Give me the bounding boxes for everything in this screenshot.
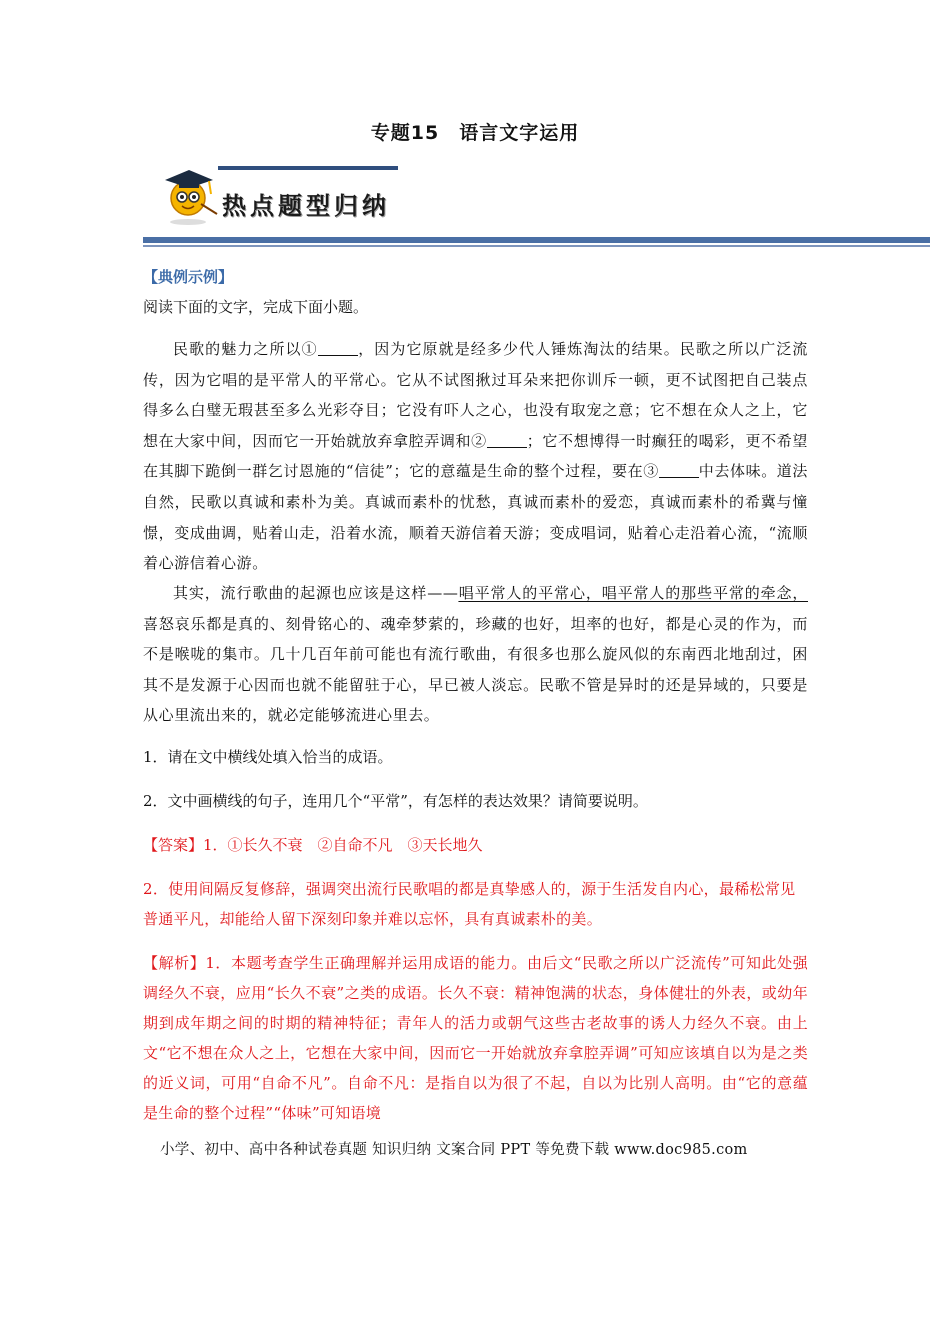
- blank-2-number: ②: [471, 431, 487, 450]
- answer-line-1: [143, 830, 808, 860]
- analysis-text: 1．本题考查学生正确理解并运用成语的能力。由后文“民歌之所以广泛流传”可知此处强调经久不衰，应用“长久不衰”之类的成语。长久不衰：精神饱满的状态，身体健壮的外表，或幼年期到成年期之间的时期的精神特征；青年人的活力或朝气这些古老故事的诱人力经久不衰。由上文“它不想在众人之上，它想在大家中间，因而它一开始就放弃拿腔弄调”可知应该填自以为是之类的近义词，可用“自命不凡”。自命不凡：是指自以为很了不起，自以为比别人高明。由“它的意蕴是生命的整个过程”“体味”可知语境: [143, 954, 808, 1122]
- underlined-sentence: 唱平常人的平常心，唱平常人的那些平常的牵念，: [458, 584, 808, 602]
- page-title: 专题15 语言文字运用: [370, 122, 580, 144]
- answer-label: 【答案】: [143, 836, 204, 854]
- blank-1: [302, 340, 358, 358]
- header-rule-thin: [143, 245, 930, 247]
- example-label: 【典例示例】: [143, 268, 234, 286]
- passage2-text-b: 喜怒哀乐都是真的、刻骨铭心的、魂牵梦萦的，珍藏的也好，坦率的也好，都是心灵的作为，而不是喉咙的集市。几十几百年前可能也有流行歌曲，有很多也那么旋风似的东南西北地刮过，困其不是发源于心因而也就不能留驻于心，早已被人淡忘。民歌不管是异时的还是异域的，只要是从心里流出来的，就必定能够流进心里去。: [143, 614, 808, 725]
- blank-3: [643, 462, 699, 480]
- analysis-label: 【解析】: [143, 954, 206, 972]
- mascot-icon: [155, 162, 221, 228]
- banner-heading: 热点题型归纳: [222, 191, 390, 220]
- header-rule: [143, 237, 930, 243]
- passage1-text-b: ，因为它原就是经多少代人锤炼淘汰的结果。民歌之所以广泛流传，因为它唱的是平常人的平常心。它从不试图揪过耳朵来把你训斥一顿，更不试图把自己装点得多么白璧无瑕甚至多么光彩夺目；它没有吓人之心，也没有取宠之意；它不想在众人之上，它想在大家中间，因而它一开始就放弃拿腔弄调和: [143, 340, 808, 450]
- answer-text-1: 1．①长久不衰 ②自命不凡 ③天长地久: [203, 836, 483, 854]
- blank-2: [471, 432, 527, 450]
- question-1: 1．请在文中横线处填入恰当的成语。: [143, 748, 393, 766]
- question-2: 2．文中画横线的句子，连用几个“平常”，有怎样的表达效果？请简要说明。: [143, 792, 648, 810]
- analysis-paragraph: [143, 948, 808, 1128]
- passage1-text-d: 中去体味。道法自然，民歌以真诚和素朴为美。真诚而素朴的忧愁，真诚而素朴的爱恋，真诚而素朴的希冀与憧憬，变成曲调，贴着山走，沿着水流，顺着天游信着天游；变成唱词，贴着心走沿着心流，“流顺着心游信着心游。: [143, 462, 809, 573]
- passage1-text-a: 民歌的魅力之所以: [173, 340, 302, 358]
- banner-top-line: [218, 166, 398, 170]
- intro-text: 阅读下面的文字，完成下面小题。: [143, 298, 369, 316]
- page-footer: 小学、初中、高中各种试卷真题 知识归纳 文案合同 PPT 等免费下载 www.doc985.com: [160, 1142, 748, 1158]
- passage-paragraph-1: [143, 334, 808, 579]
- blank-1-number: ①: [301, 340, 318, 358]
- passage1-text-c: ；它不想博得一时癫狂的喝彩，更不希望在其脚下跪倒一群乞讨恩施的“信徒”；它的意蕴是生命的整个过程，要在: [143, 431, 808, 481]
- answer-line-2: 2．使用间隔反复修辞，强调突出流行民歌唱的都是真挚感人的，源于生活发自内心，最稀松常见普通平凡，却能给人留下深刻印象并难以忘怀，具有真诚素朴的美。: [143, 880, 796, 928]
- blank-3-number: ③: [643, 462, 659, 481]
- passage-paragraph-2: [143, 578, 808, 731]
- passage2-text-a: 其实，流行歌曲的起源也应该是这样——: [173, 584, 459, 602]
